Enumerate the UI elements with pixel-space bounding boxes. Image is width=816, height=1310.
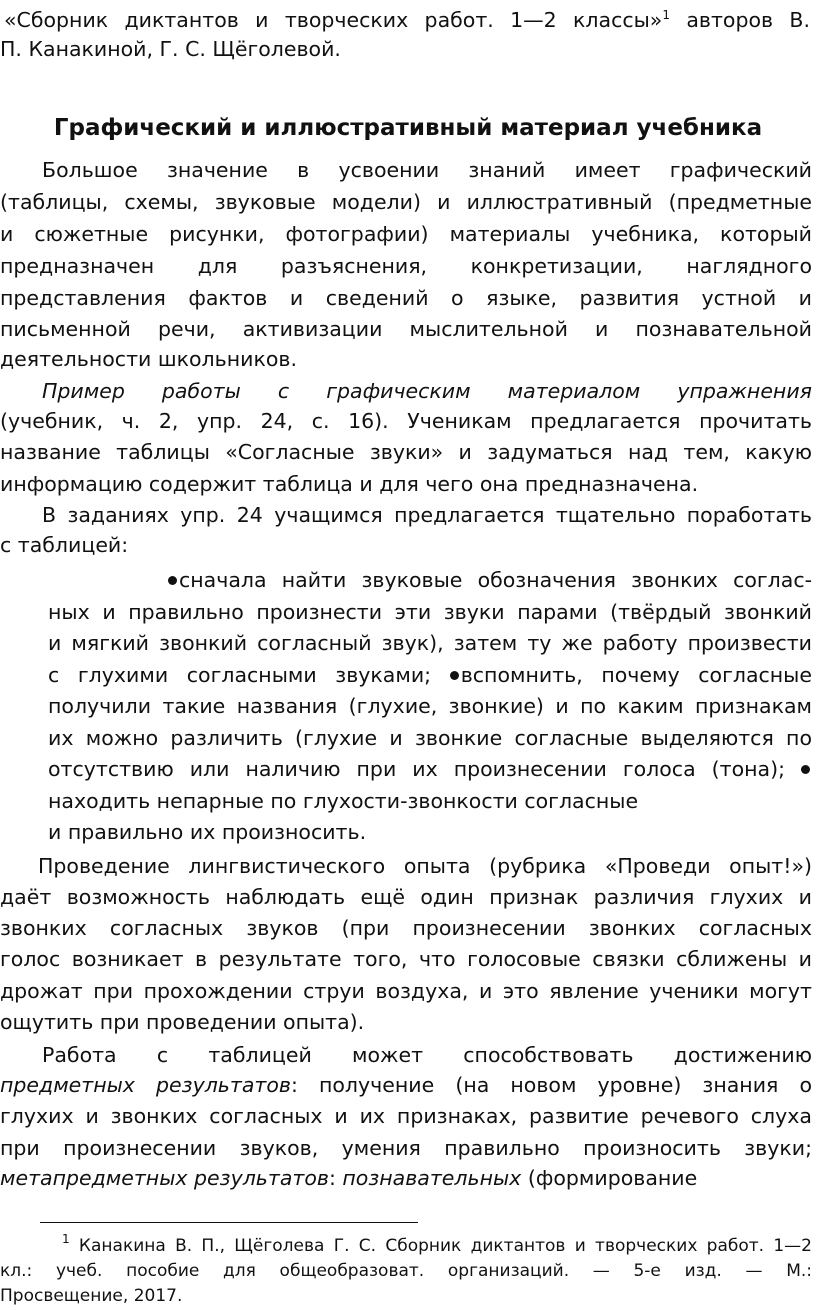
paragraph-line: Проведение лингвистического опыта (рубрика «Проведи опыт!»)	[38, 854, 812, 878]
paragraph-text: : получение (на новом уровне) знания о	[290, 1073, 812, 1097]
footnote-divider	[40, 1222, 418, 1223]
footnote-line: кл.: учеб. пособие для общеобразоват. организаций. — 5-е изд. — М.:	[0, 1261, 812, 1281]
bullet-text: отсутствию или наличию при их произнесении голоса (тона);	[48, 757, 785, 781]
paragraph-line: звонких согласных звуков (при произнесении звонких согласных	[0, 916, 812, 940]
paragraph-line	[0, 1070, 812, 1100]
footnote-line	[62, 1233, 812, 1260]
bullet-line	[48, 754, 812, 784]
bullet-group	[450, 663, 812, 687]
footnote-marker: 1	[62, 1232, 70, 1246]
bullet-line: и мягкий звонкий согласный звук), затем ту же работу произвести	[48, 631, 812, 655]
bullet-line	[168, 565, 812, 595]
bullet-text: с глухими согласными звуками;	[48, 663, 432, 687]
paragraph-line: глухих и звонких согласных и их признаках, развитие речевого слуха	[0, 1104, 812, 1128]
paragraph-line: название таблицы «Согласные звуки» и задуматься над тем, какую	[0, 440, 812, 464]
italic-term: метапредметных результатов	[0, 1166, 329, 1190]
section-heading: Графический и иллюстративный материал учебника	[53, 115, 763, 141]
italic-term: предметных результатов	[0, 1073, 291, 1097]
bullet-icon	[450, 671, 459, 680]
bullet-text: сначала найти звуковые обозначения звонких соглас-	[179, 568, 812, 592]
paragraph-line: (учебник, ч. 2, упр. 24, с. 16). Ученикам предлагается прочитать	[0, 409, 812, 433]
example-heading-italic: Пример работы с графическим материалом упражнения	[42, 379, 812, 403]
footnote-text: Канакина В. П., Щёголева Г. С. Сборник диктантов и творческих работ. 1—2	[69, 1236, 812, 1256]
paragraph-line: голос возникает в результате того, что голосовые связки сближены и	[0, 947, 812, 971]
paragraph-text: :	[328, 1166, 343, 1190]
paragraph-line: и сюжетные рисунки, фотографии) материалы учебника, который	[0, 222, 812, 246]
bullet-line: находить непарные по глухости-звонкости согласные	[48, 789, 639, 813]
intro-text-tail: авторов В.	[669, 8, 810, 32]
paragraph-line: при произнесении звуков, умения правильно произносить звуки;	[0, 1136, 812, 1160]
bullet-icon	[801, 765, 810, 774]
bullet-line: ных и правильно произнести эти звуки парами (твёрдый звонкий	[48, 600, 812, 624]
paragraph-line: с таблицей:	[0, 533, 129, 557]
paragraph-line: деятельности школьников.	[0, 347, 297, 371]
paragraph-line: ощутить при проведении опыта).	[0, 1010, 365, 1034]
bullet-line: их можно различить (глухие и звонкие согласные выделяются по	[48, 726, 812, 750]
bullet-line	[48, 660, 812, 690]
intro-text: «Сборник диктантов и творческих работ. 1—2 классы»	[4, 8, 663, 32]
bullet-icon	[168, 576, 177, 585]
paragraph-line: В заданиях упр. 24 учащимся предлагается тщательно поработать	[42, 503, 812, 527]
paragraph-line: даёт возможность наблюдать ещё один признак различия глухих и	[0, 885, 812, 909]
italic-term: познавательных	[342, 1166, 522, 1190]
intro-line-1	[4, 5, 810, 35]
footnote-reference[interactable]: 1	[662, 8, 670, 22]
paragraph-line: предназначен для разъяснения, конкретизации, наглядного	[0, 254, 812, 278]
paragraph-line: информацию содержит таблица и для чего она предназначена.	[0, 472, 699, 496]
intro-line-2: П. Канакиной, Г. С. Щёголевой.	[0, 37, 341, 61]
paragraph-line: письменной речи, активизации мыслительной и познавательной	[0, 317, 812, 341]
paragraph-line: дрожат при прохождении струи воздуха, и это явление ученики могут	[0, 979, 812, 1003]
paragraph-line: Работа с таблицей может способствовать достижению	[42, 1043, 812, 1067]
bullet-line: получили такие названия (глухие, звонкие) и по каким признакам	[48, 694, 812, 718]
paragraph-line	[0, 1163, 812, 1193]
paragraph-line: (таблицы, схемы, звуковые модели) и иллюстративный (предметные	[0, 190, 812, 214]
paragraph-line: Большое значение в усвоении знаний имеет графический	[42, 158, 812, 182]
bullet-text: вспомнить, почему согласные	[460, 663, 812, 687]
paragraph-line: представления фактов и сведений о языке, развития устной и	[0, 286, 812, 310]
footnote-line: Просвещение, 2017.	[0, 1286, 183, 1306]
bullet-line: и правильно их произносить.	[48, 820, 367, 844]
paragraph-text: (формирование	[521, 1166, 698, 1190]
